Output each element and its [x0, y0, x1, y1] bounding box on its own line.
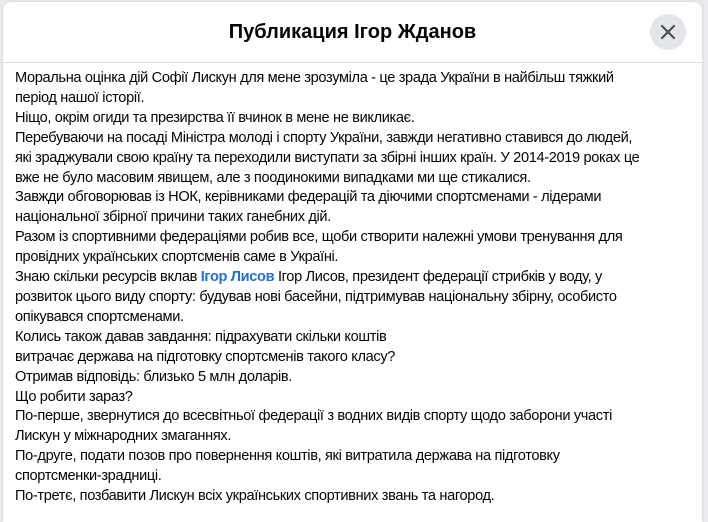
text-line: Разом із спортивними федераціями робив все, щоби створити належні умови тренування для	[15, 229, 623, 246]
text-line: Колись також давав завдання: підрахувати скільки коштів	[15, 328, 387, 345]
close-button[interactable]	[650, 14, 686, 50]
text-line: Перебуваючи на посаді Міністра молоді і спорту України, завжди негативно ставився до людей,	[15, 129, 633, 146]
text-line: Що робити зараз?	[15, 388, 133, 405]
text-segment: Знаю скільки ресурсів вклав	[15, 269, 201, 286]
post-dialog	[3, 2, 702, 522]
text-line: витрачає держава на підготовку спортсменів такого класу?	[15, 348, 396, 365]
text-line: опікувався спортсменами.	[15, 308, 184, 325]
text-line: Моральна оцінка дій Софії Лискун для мене зрозуміла - це зрада України в найбільш тяжкий	[15, 70, 614, 86]
text-line: Отримав відповідь: близько 5 млн доларів.	[15, 368, 292, 385]
text-line: період нашої історії.	[15, 89, 145, 106]
text-line: які зраджували свою країну та переходили виступати за збірні інших країн. У 2014-2019 роках це	[15, 149, 640, 166]
profile-link[interactable]: Ігор Лисов	[200, 269, 275, 286]
text-segment: Ігор Лисов, президент федерації стрибків у воду, у	[274, 269, 602, 286]
mention-line	[15, 268, 702, 288]
dialog-title: Публикация Ігор Жданов	[228, 21, 477, 43]
text-line: національної збірної причини таких ганебних дій.	[15, 209, 331, 226]
text-line: Ніщо, окрім огиди та презирства її вчинок в мене не викликає.	[15, 109, 415, 126]
text-line: По-друге, подати позов про повернення коштів, які витратила держава на підготовку	[15, 448, 560, 465]
text-line: провідних українських спортсменів саме в Україні.	[15, 249, 339, 266]
close-icon	[660, 24, 676, 40]
text-line: Лискун у міжнародних змаганнях.	[15, 428, 232, 445]
text-line: вже не було масовим явищем, але з поодинокими випадками ми ще стикалися.	[15, 169, 531, 186]
text-line: По-третє, позбавити Лискун всіх українських спортивних звань та нагород.	[15, 488, 495, 505]
text-line: Завжди обговорював із НОК, керівниками федерацій та діючими спортсменами - лідерами	[15, 189, 602, 206]
text-line: спортсменки-зрадниці.	[15, 468, 162, 485]
text-line: розвиток цього виду спорту: будував нові басейни, підтримував національну збірну, особисто	[15, 288, 617, 305]
post-text	[3, 63, 702, 507]
dialog-header	[3, 2, 702, 63]
text-line: По-перше, звернутися до всесвітньої федерації з водних видів спорту щодо заборони участі	[15, 408, 612, 425]
